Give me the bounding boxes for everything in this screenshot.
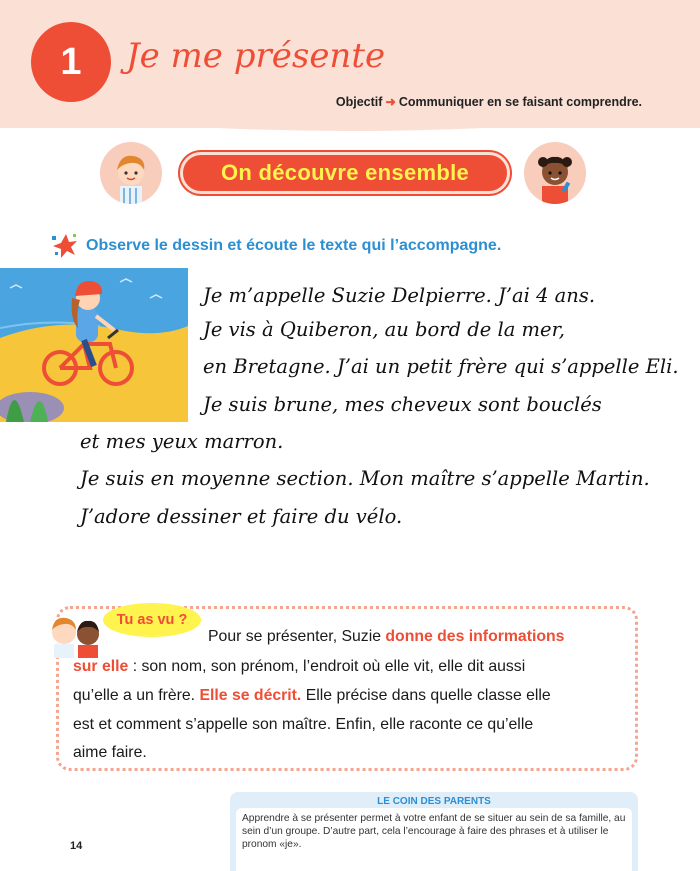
instruction-text: Observe le dessin et écoute le texte qui l’accompagne. — [86, 237, 502, 254]
instruction — [50, 233, 501, 259]
text-span: Pour se présenter, Suzie — [208, 628, 381, 645]
highlight-span: sur elle — [73, 658, 129, 675]
tu-as-vu-line — [73, 687, 551, 705]
objective-text: Communiquer en se faisant comprendre. — [398, 95, 642, 109]
story-line: Je vis à Quiberon, au bord de la mer, — [203, 318, 565, 341]
parents-text: Apprendre à se présenter permet à votre enfant de se situer au sein de sa famille, au sein d’un groupe. D’autre part, cela l’encourage à faire des phrases et à utiliser le pronom «je». — [242, 813, 626, 850]
story-line: en Bretagne. J’ai un petit frère qui s’appelle Eli. — [203, 355, 679, 378]
tu-as-vu-line: est et comment s’appelle son maître. Enfin, elle raconte ce qu’elle — [73, 716, 534, 733]
tu-as-vu-line: aime faire. — [73, 744, 147, 761]
parents-corner — [230, 792, 638, 871]
boy-avatar-icon — [100, 142, 162, 204]
tu-as-vu-label: Tu as vu ? — [116, 612, 188, 628]
tu-as-vu-line — [208, 628, 564, 646]
banner-label: On découvre ensemble — [220, 160, 470, 185]
highlight-span: donne des informations — [385, 628, 565, 645]
objective-label: Objectif — [335, 95, 383, 109]
chapter-number: 1 — [31, 22, 111, 102]
parents-title: LE COIN DES PARENTS — [377, 796, 491, 807]
tu-as-vu-line — [73, 658, 525, 676]
story-line: J’adore dessiner et faire du vélo. — [80, 505, 403, 528]
objective — [336, 94, 642, 109]
story-line: Je suis brune, mes cheveux sont bouclés — [203, 393, 602, 416]
tu-as-vu-badge — [103, 603, 201, 637]
highlight-span: Elle se décrit. — [199, 687, 302, 704]
arrow-right-icon: ➜ — [385, 95, 396, 109]
section-banner — [180, 152, 510, 194]
text-span: Elle précise dans quelle classe elle — [301, 687, 551, 704]
chapter-title: Je me présente — [126, 36, 386, 76]
story-line: Je suis en moyenne section. Mon maître s’appelle Martin. — [80, 467, 650, 490]
parents-body — [236, 808, 632, 871]
girl-avatar-icon — [524, 142, 586, 204]
story-line: et mes yeux marron. — [80, 430, 284, 453]
girl-on-bike-illustration — [0, 268, 188, 422]
page-number: 14 — [70, 840, 83, 852]
text-span: qu’elle a un frère. — [73, 687, 196, 704]
kids-icon — [44, 610, 106, 658]
story-line: Je m’appelle Suzie Delpierre. J’ai 4 ans. — [203, 284, 596, 307]
star-burst-icon — [50, 233, 78, 259]
text-span: : son nom, son prénom, l’endroit où elle vit, elle dit aussi — [128, 658, 526, 675]
